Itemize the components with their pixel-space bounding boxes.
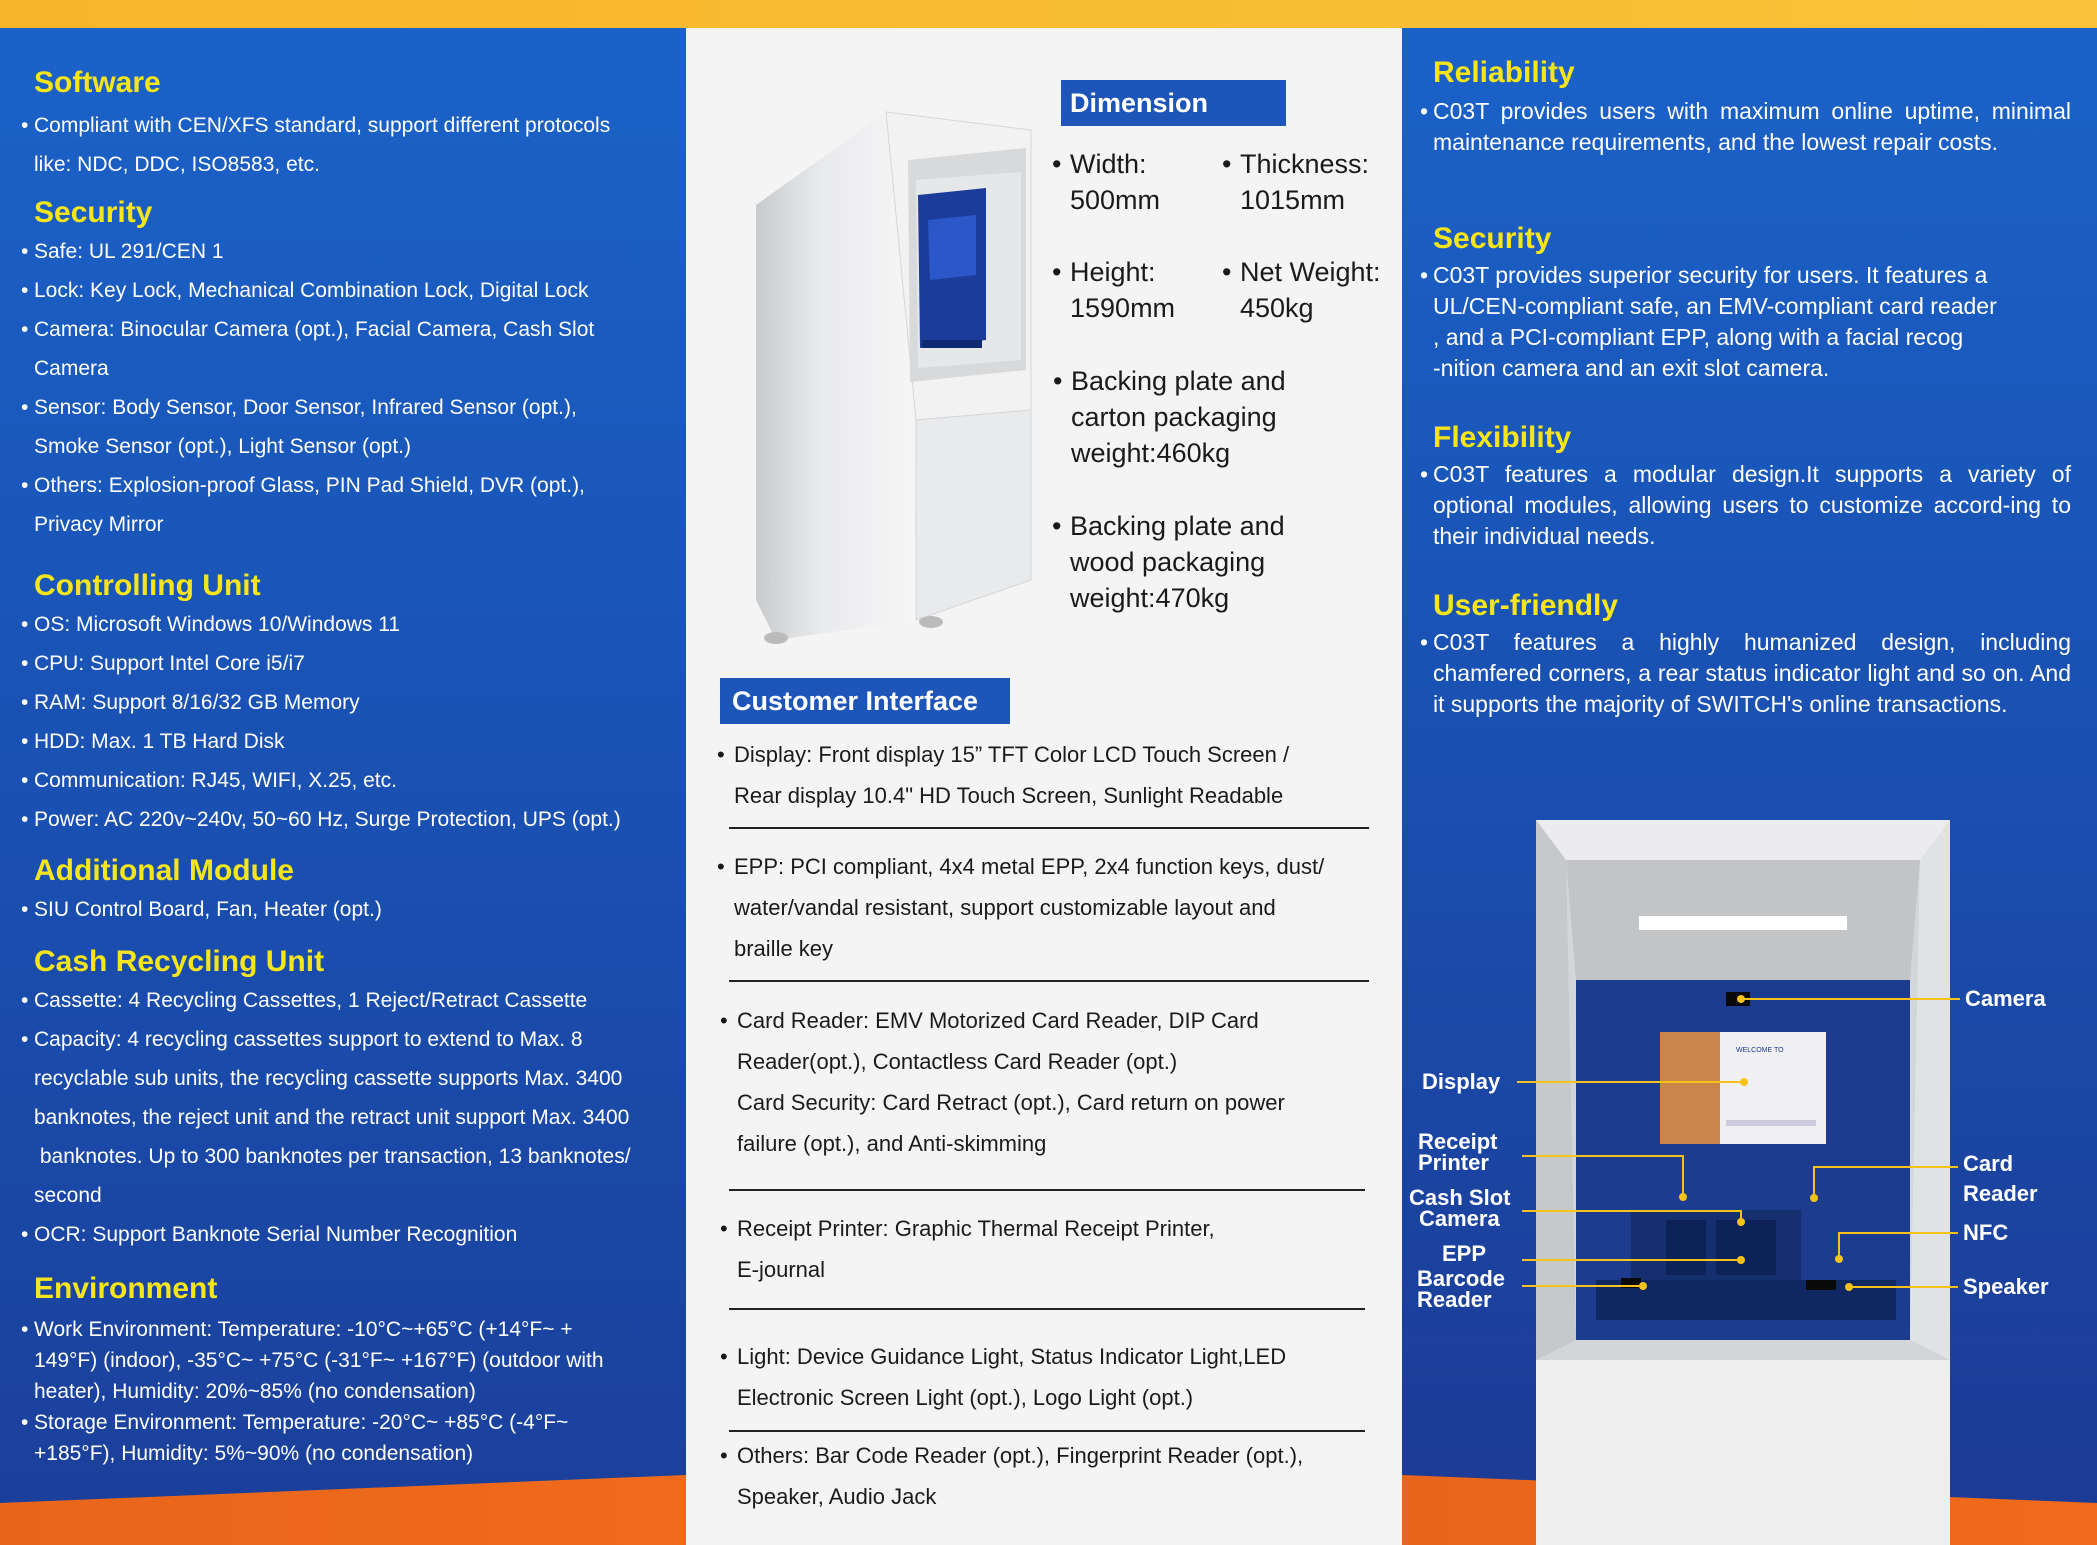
callout-line (1682, 1155, 1684, 1197)
callout-dot (1737, 1256, 1745, 1264)
reliability-text: • C03T provides users with maximum online uptime, minimal maintenance requirements, and the lowest repair costs. (1420, 98, 2071, 155)
callout-line (1740, 998, 1960, 1000)
environment-item: • Storage Environment: Temperature: -20°C~ +85°C (-4°F~ (21, 1411, 569, 1434)
callout-line (1522, 1285, 1642, 1287)
callout-dot (1835, 1255, 1843, 1263)
software-item: • Compliant with CEN/XFS standard, support different protocols (21, 114, 611, 137)
security-item-cont: Camera (34, 357, 109, 380)
flexibility-section (1420, 421, 2071, 552)
callout-line (1815, 1166, 1958, 1168)
callout-display: Display (1422, 1069, 1501, 1094)
carton-weight-spec: • Backing plate and carton packaging weight:460kg (1053, 366, 1286, 468)
kiosk-product-image (686, 100, 1056, 645)
callout-nfc: NFC (1963, 1220, 2009, 1245)
security-item-cont: Smoke Sensor (opt.), Light Sensor (opt.) (34, 435, 412, 458)
reliability-section (1420, 56, 2071, 158)
security-item: • Others: Explosion-proof Glass, PIN Pad Shield, DVR (opt.), (21, 474, 585, 497)
orange-footer-band (0, 1475, 686, 1545)
software-heading: Software (34, 66, 161, 99)
environment-item-cont: +185°F), Humidity: 5%~90% (no condensation) (34, 1442, 474, 1465)
card-reader-spec: • Card Reader: EMV Motorized Card Reader, DIP Card Reader(opt.), Contactless Card Reader (opt.) Card Security: Card Retract (opt.), Card return on power failure (opt.), and Anti-skimming (720, 1008, 1285, 1156)
height-spec: • Height: 1590mm (1052, 257, 1176, 323)
security-item: • Lock: Key Lock, Mechanical Combination Lock, Digital Lock (21, 279, 589, 302)
atm-fascia-image (1536, 820, 1950, 1545)
callout-dot (1737, 1218, 1745, 1226)
divider (729, 1430, 1365, 1432)
callout-printer: Printer (1418, 1150, 1489, 1175)
callout-reader-2: Reader (1417, 1287, 1492, 1312)
user-friendly-text: • C03T features a highly humanized design, including chamfered corners, a rear status indicator light and so on. And it supports the majority of SWITCH's online transactions. (1420, 629, 2071, 717)
controlling-section (21, 569, 674, 839)
divider (729, 1308, 1365, 1310)
security-item: • Camera: Binocular Camera (opt.), Facial Camera, Cash Slot (21, 318, 595, 341)
cash-item: • Cassette: 4 Recycling Cassettes, 1 Reject/Retract Cassette (21, 989, 588, 1012)
environment-item-cont: heater), Humidity: 20%~85% (no condensation) (34, 1380, 476, 1403)
environment-heading: Environment (34, 1272, 218, 1305)
screen-welcome-text: WELCOME TO (1736, 1047, 1784, 1054)
controlling-item: • HDD: Max. 1 TB Hard Disk (21, 730, 285, 753)
callout-line (1522, 1210, 1740, 1212)
reliability-heading: Reliability (1433, 56, 1575, 89)
divider (729, 827, 1369, 829)
cash-item-cont: recyclable sub units, the recycling cassette supports Max. 3400 (34, 1067, 623, 1090)
flexibility-text: • C03T features a modular design.It supports a variety of optional modules, allowing users to customize accord-ing to their individual needs. (1420, 461, 2071, 549)
callout-dot (1740, 1078, 1748, 1086)
cash-item-cont: banknotes, the reject unit and the retract unit support Max. 3400 (34, 1106, 630, 1129)
callout-line (1522, 1259, 1740, 1261)
environment-item-cont: 149°F) (indoor), -35°C~ +75°C (-31°F~ +167°F) (outdoor with (34, 1349, 604, 1372)
security-section (21, 196, 674, 544)
security-item: • Sensor: Body Sensor, Door Sensor, Infrared Sensor (opt.), (21, 396, 577, 419)
wood-weight-spec: • Backing plate and wood packaging weight:470kg (1052, 511, 1285, 613)
additional-section (21, 854, 674, 929)
customer-interface-title: Customer Interface (720, 678, 1010, 724)
controlling-item: • OS: Microsoft Windows 10/Windows 11 (21, 613, 401, 636)
controlling-item: • Power: AC 220v~240v, 50~60 Hz, Surge Protection, UPS (opt.) (21, 808, 621, 831)
dimension-title: Dimension (1061, 80, 1286, 126)
cash-heading: Cash Recycling Unit (34, 945, 325, 978)
callout-dot (1845, 1283, 1853, 1291)
display-spec: • Display: Front display 15” TFT Color LCD Touch Screen / Rear display 10.4" HD Touch Screen, Sunlight Readable (717, 742, 1290, 808)
software-item-cont: like: NDC, DDC, ISO8583, etc. (34, 153, 320, 176)
environment-item: • Work Environment: Temperature: -10°C~+65°C (+14°F~ + (21, 1318, 573, 1341)
cash-item: • OCR: Support Banknote Serial Number Recognition (21, 1223, 518, 1246)
receipt-printer-spec: • Receipt Printer: Graphic Thermal Receipt Printer, E-journal (720, 1216, 1215, 1282)
controlling-item: • CPU: Support Intel Core i5/i7 (21, 652, 305, 675)
additional-heading: Additional Module (34, 854, 294, 887)
callout-camera: Camera (1965, 986, 2046, 1011)
epp-spec: • EPP: PCI compliant, 4x4 metal EPP, 2x4 function keys, dust/ water/vandal resistant, support customizable layout and braille key (717, 854, 1325, 961)
controlling-item: • Communication: RJ45, WIFI, X.25, etc. (21, 769, 397, 792)
callout-epp: EPP (1442, 1241, 1487, 1266)
divider (729, 980, 1369, 982)
security-feature-text: • C03T provides superior security for users. It features a UL/CEN-compliant safe, an EMV-compliant card reader , and a PCI-compliant EPP, along with a facial recog -nition camera and an exit slot camera. (1420, 262, 1997, 381)
thickness-spec: • Thickness: 1015mm (1222, 149, 1370, 215)
security-feature-section (1420, 222, 2071, 384)
callout-cash-slot: Cash Slot (1409, 1185, 1511, 1210)
cash-item-cont: banknotes. Up to 300 banknotes per transaction, 13 banknotes/ (34, 1145, 631, 1168)
cash-item-cont: second (34, 1184, 102, 1207)
security-feature-heading: Security (1433, 222, 1552, 255)
net-weight-spec: • Net Weight: 450kg (1222, 257, 1381, 323)
callout-dot (1737, 995, 1745, 1003)
callout-dot (1810, 1194, 1818, 1202)
controlling-heading: Controlling Unit (34, 569, 261, 602)
additional-item: • SIU Control Board, Fan, Heater (opt.) (21, 898, 382, 921)
controlling-item: • RAM: Support 8/16/32 GB Memory (21, 691, 360, 714)
callout-card: Card (1963, 1151, 2014, 1176)
width-spec: • Width: 500mm (1052, 149, 1161, 215)
user-friendly-heading: User-friendly (1433, 589, 1619, 622)
light-spec: • Light: Device Guidance Light, Status Indicator Light,LED Electronic Screen Light (opt.), Logo Light (opt.) (720, 1344, 1287, 1410)
others-spec: • Others: Bar Code Reader (opt.), Fingerprint Reader (opt.), Speaker, Audio Jack (720, 1443, 1304, 1509)
environment-section (21, 1272, 674, 1469)
callout-barcode: Barcode (1417, 1266, 1506, 1291)
security-item-cont: Privacy Mirror (34, 513, 164, 536)
software-section (21, 66, 674, 184)
callout-reader: Reader (1963, 1181, 2038, 1206)
callout-dot (1639, 1282, 1647, 1290)
cash-section (21, 945, 674, 1254)
callout-line (1517, 1081, 1742, 1083)
callout-line (1848, 1286, 1958, 1288)
top-color-band (0, 0, 2097, 28)
cash-item: • Capacity: 4 recycling cassettes support to extend to Max. 8 (21, 1028, 583, 1051)
callout-line (1840, 1232, 1958, 1234)
callout-dot (1679, 1193, 1687, 1201)
security-item: • Safe: UL 291/CEN 1 (21, 240, 224, 263)
callout-camera-2: Camera (1419, 1206, 1500, 1231)
divider (729, 1189, 1365, 1191)
callout-receipt: Receipt (1418, 1129, 1498, 1154)
flexibility-heading: Flexibility (1433, 421, 1572, 454)
security-heading: Security (34, 196, 153, 229)
callout-line (1522, 1155, 1684, 1157)
callout-speaker: Speaker (1963, 1274, 2049, 1299)
user-friendly-section (1420, 589, 2071, 720)
